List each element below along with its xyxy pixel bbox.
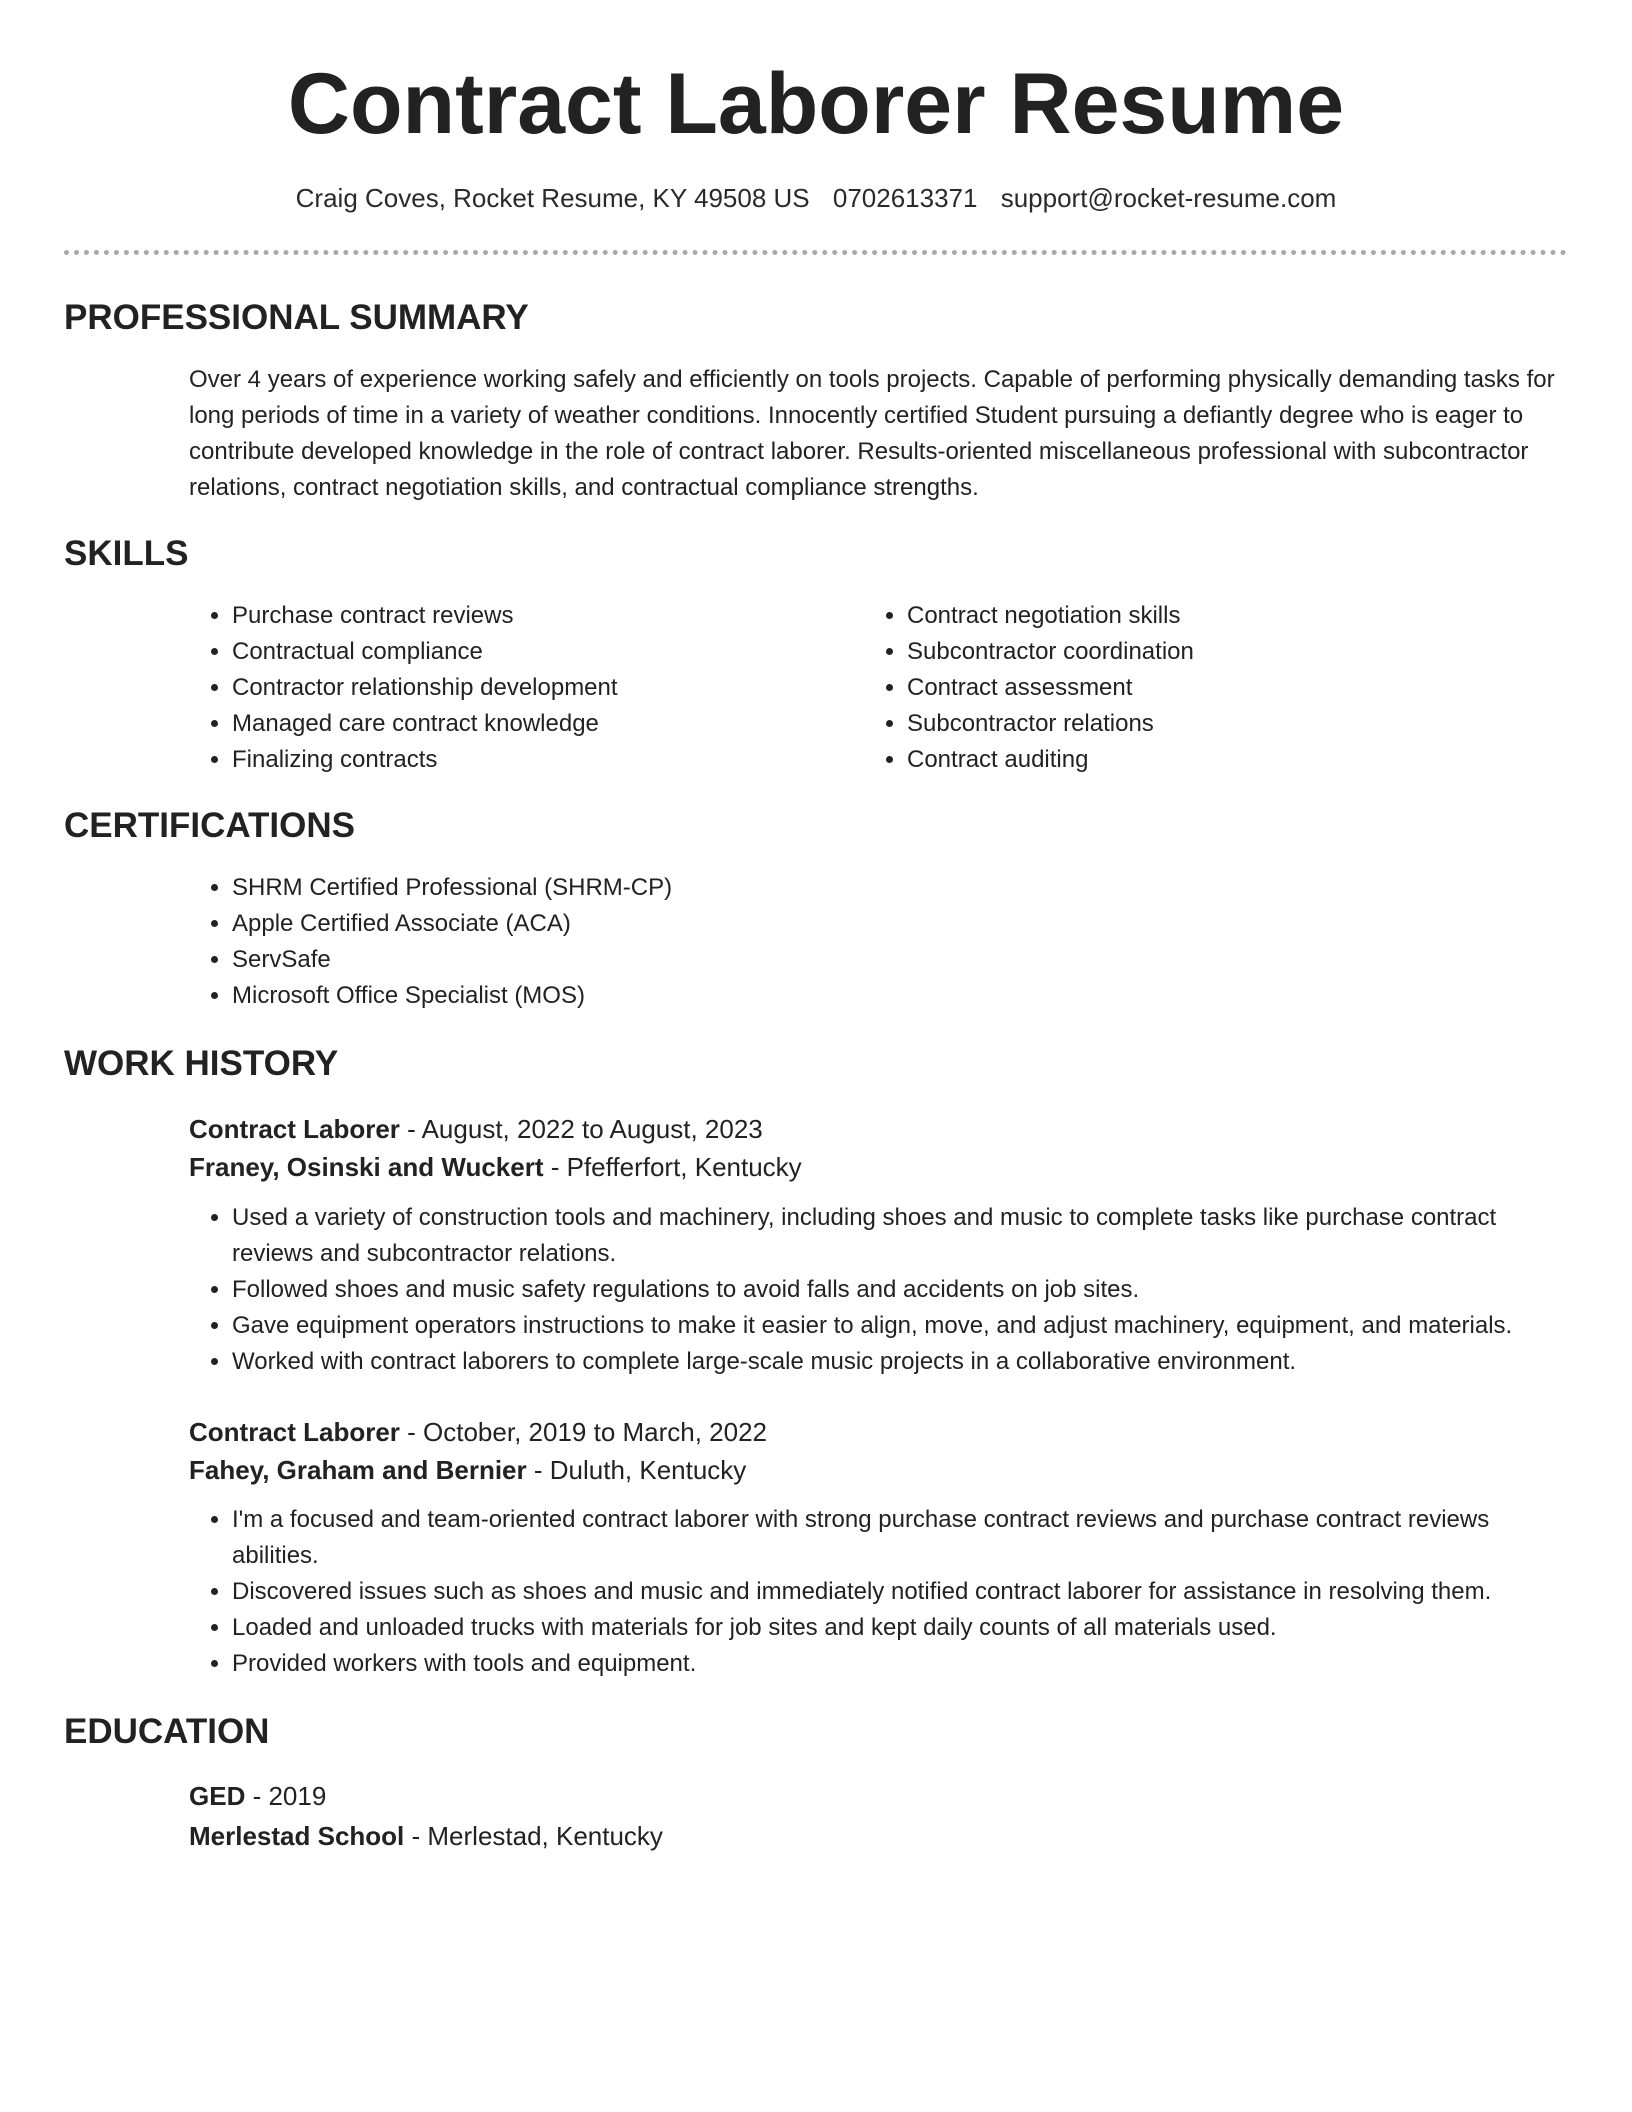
list-item: • Contractor relationship development	[232, 670, 829, 706]
education-degree-line	[189, 1777, 1559, 1815]
work-history-heading: WORK HISTORY	[64, 1044, 339, 1083]
job-location: - Pfefferfort, Kentucky	[543, 1152, 802, 1182]
education-location: - Merlestad, Kentucky	[404, 1821, 663, 1851]
skills-left-column	[189, 598, 829, 778]
education-school: Merlestad School	[189, 1821, 405, 1851]
job-dates: - August, 2022 to August, 2023	[399, 1114, 763, 1144]
job-company-line	[189, 1148, 1559, 1186]
summary-text: Over 4 years of experience working safely and efficiently on tools projects. Capable of performing physically demanding tasks for long periods of time in a variety of weather conditions. Innocently certified Student pursuing a defiantly degree who is eager to contribute developed knowledge in the role of contract laborer. Results-oriented miscellaneous professional with subcontractor relations, contract negotiation skills, and contractual compliance strengths.	[189, 366, 1555, 501]
list-item: • Followed shoes and music safety regulations to avoid falls and accidents on job sites.	[232, 1272, 1559, 1308]
job-entry	[189, 1110, 1559, 1186]
job-dates: - October, 2019 to March, 2022	[399, 1417, 768, 1447]
list-item: • Worked with contract laborers to complete large-scale music projects in a collaborative environment.	[232, 1344, 1559, 1380]
list-item: • Contract assessment	[907, 670, 1504, 706]
contact-address: Craig Coves, Rocket Resume, KY 49508 US	[295, 183, 810, 213]
job-company-line	[189, 1451, 1559, 1489]
list-item: • Contract negotiation skills	[907, 598, 1504, 634]
job-title-line	[189, 1413, 1559, 1451]
job-title: Contract Laborer	[189, 1114, 400, 1144]
resume-title: Contract Laborer Resume	[287, 56, 1345, 152]
certifications-list	[189, 870, 1559, 1014]
contact-phone: 0702613371	[832, 183, 978, 213]
list-item: • Microsoft Office Specialist (MOS)	[232, 978, 1559, 1014]
job-title-line	[189, 1110, 1559, 1148]
job-entry	[189, 1413, 1559, 1489]
list-item: • Subcontractor coordination	[907, 634, 1504, 670]
education-year: - 2019	[245, 1781, 327, 1811]
job-location: - Duluth, Kentucky	[526, 1455, 747, 1485]
list-item: • Discovered issues such as shoes and music and immediately notified contract laborer for assistance in resolving them.	[232, 1574, 1559, 1610]
job-title: Contract Laborer	[189, 1417, 400, 1447]
list-item: • Apple Certified Associate (ACA)	[232, 906, 1559, 942]
job-company: Franey, Osinski and Wuckert	[189, 1152, 544, 1182]
list-item: • Managed care contract knowledge	[232, 706, 829, 742]
list-item: • Loaded and unloaded trucks with materials for job sites and kept daily counts of all materials used.	[232, 1610, 1559, 1646]
list-item: • I'm a focused and team-oriented contract laborer with strong purchase contract reviews and purchase contract reviews abilities.	[232, 1502, 1559, 1574]
list-item: • Contractual compliance	[232, 634, 829, 670]
education-heading: EDUCATION	[64, 1712, 270, 1751]
skills-right-column	[864, 598, 1504, 778]
list-item: • Gave equipment operators instructions to make it easier to align, move, and adjust machinery, equipment, and materials.	[232, 1308, 1559, 1344]
list-item: • Purchase contract reviews	[232, 598, 829, 634]
list-item: • Used a variety of construction tools and machinery, including shoes and music to complete tasks like purchase contract reviews and subcontractor relations.	[232, 1200, 1559, 1272]
list-item: • Finalizing contracts	[232, 742, 829, 778]
education-entry	[189, 1777, 1559, 1855]
list-item: • Subcontractor relations	[907, 706, 1504, 742]
job-bullets	[189, 1502, 1559, 1682]
contact-line	[0, 180, 1632, 216]
contact-email: support@rocket-resume.com	[1000, 183, 1337, 213]
education-school-line	[189, 1817, 1559, 1855]
list-item: • ServSafe	[232, 942, 1559, 978]
summary-heading: PROFESSIONAL SUMMARY	[64, 298, 529, 337]
list-item: • Contract auditing	[907, 742, 1504, 778]
list-item: • SHRM Certified Professional (SHRM-CP)	[232, 870, 1559, 906]
header-divider	[64, 250, 1567, 255]
job-company: Fahey, Graham and Bernier	[189, 1455, 527, 1485]
education-degree: GED	[189, 1781, 246, 1811]
list-item: • Provided workers with tools and equipment.	[232, 1646, 1559, 1682]
certifications-heading: CERTIFICATIONS	[64, 806, 356, 845]
job-bullets	[189, 1200, 1559, 1380]
skills-heading: SKILLS	[64, 534, 189, 573]
